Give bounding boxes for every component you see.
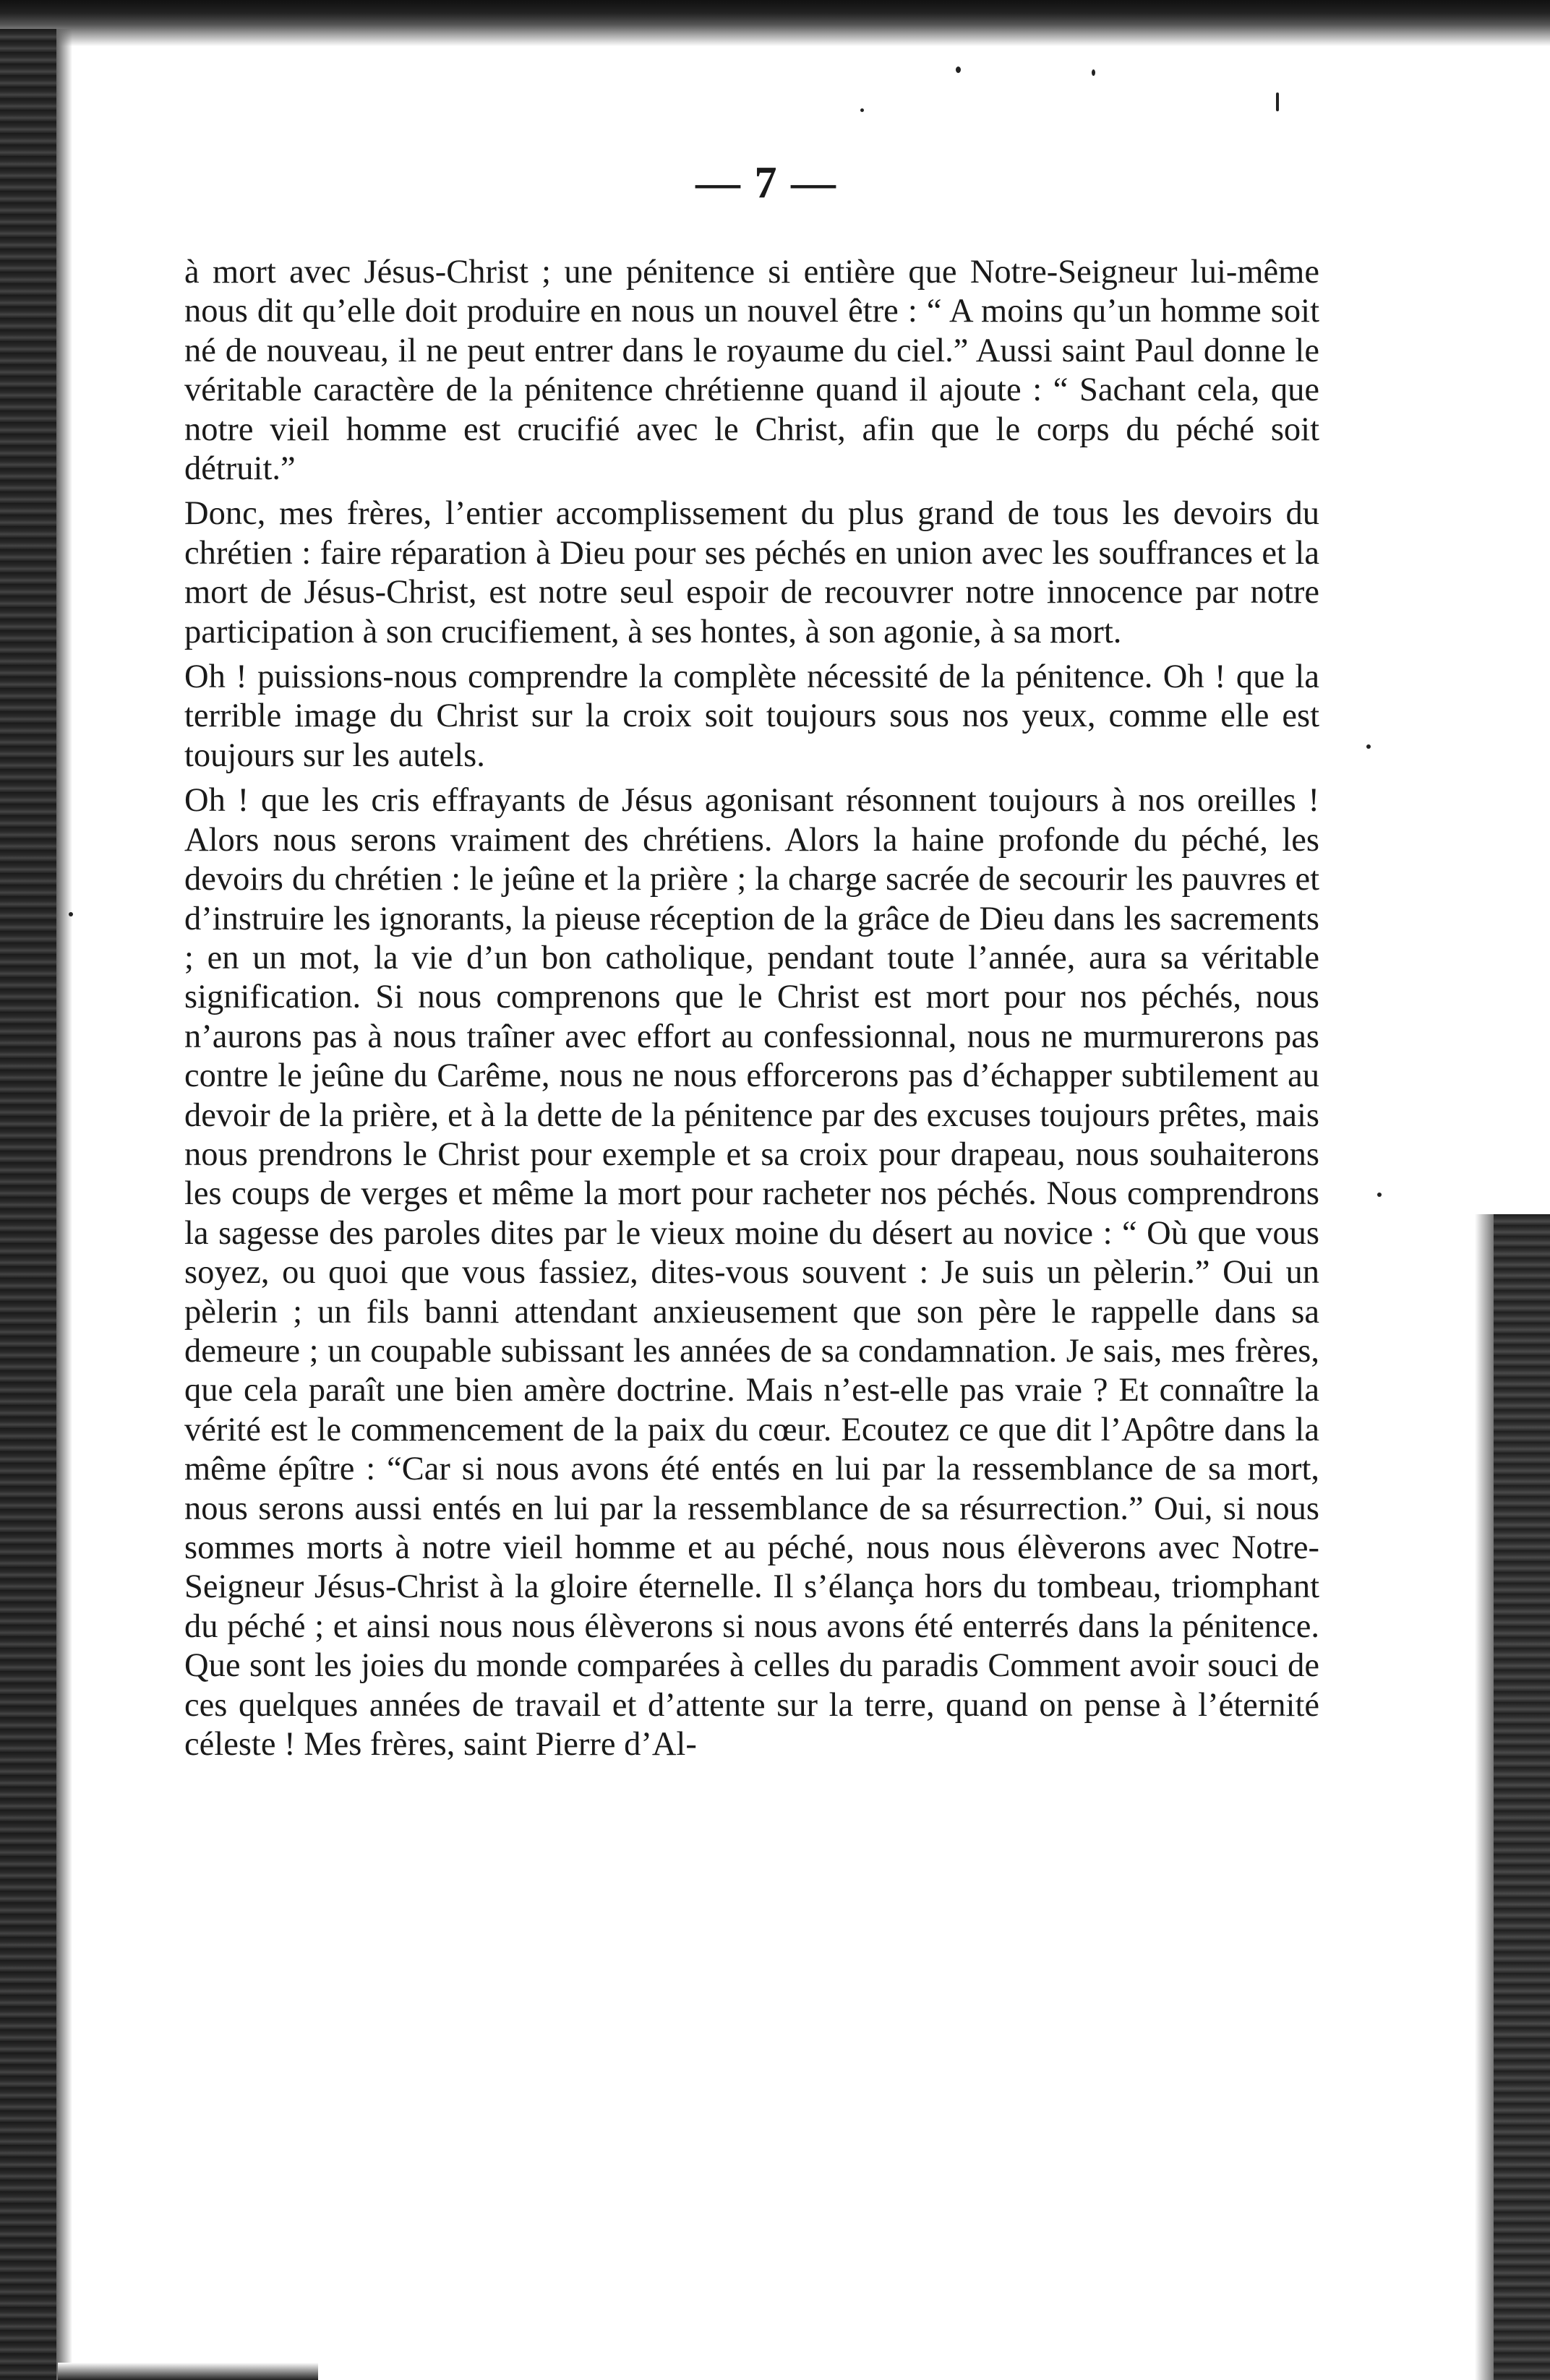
scan-border-right: [1494, 1214, 1550, 2380]
scan-speck: [1377, 1193, 1382, 1197]
scan-speck: [1366, 744, 1371, 749]
scan-border-left: [0, 29, 56, 2380]
body-text: [184, 253, 1319, 1770]
scan-speck: [1276, 93, 1279, 111]
paragraph: à mort avec Jésus-Christ ; une pénitence si entière que Notre-Seigneur lui-même nous dit qu’elle doit produire en nous un nouvel être : “ A moins qu’un homme soit né de nouveau, il ne peut entrer dans le royaume du ciel.” Aussi saint Paul donne le véritable caractère de la pénitence chrétienne quand il ajoute : “ Sachant cela, que notre vieil homme est crucifié avec le Christ, afin que le corps du péché soit détruit.”: [184, 254, 1319, 488]
paragraph: Donc, mes frères, l’entier accomplissement du plus grand de tous les devoirs du chrétien : faire réparation à Dieu pour ses péchés en union avec les souffrances et la mort de Jésus-Christ, est notre seul espoir de recouvrer notre innocence par notre participation à son crucifiement, à ses hontes, à son agonie, à sa mort.: [184, 495, 1319, 650]
scan-border-top: [0, 0, 1550, 46]
scan-speck: [860, 108, 864, 112]
scan-speck: [956, 66, 961, 73]
page-number: — 7 —: [695, 158, 837, 207]
paragraph: Oh ! que les cris effrayants de Jésus agonisant résonnent toujours à nos oreilles ! Alors nous serons vraiment des chrétiens. Alors la haine profonde du péché, les devoirs du chrétien : le jeûne et la prière ; la charge sacrée de secourir les pauvres et d’instruire les ignorants, la pieuse réception de la grâce de Dieu dans les sacrements ; en un mot, la vie d’un bon catholique, pendant toute l’année, aura sa véritable signification. Si nous comprenons que le Christ est mort pour nos péchés, nous n’aurons pas à nous traîner avec effort au confessionnal, nous ne murmurerons pas contre le jeûne du Carême, nous ne nous efforcerons pas d’échapper subtilement au devoir de la prière, et à la dette de la pénitence par des excuses toujours prêtes, mais nous prendrons le Christ pour exemple et sa croix pour drapeau, nous souhaiterons les coups de verges et même la mort pour racheter nos péchés. Nous comprendrons la sagesse des paroles dites par le vieux moine du désert au novice : “ Où que vous soyez, ou quoi que vous fassiez, dites-vous souvent : Je suis un pèlerin.” Oui un pèlerin ; un fils banni attendant anxieusement que son père le rappelle dans sa demeure ; un coupable subissant les années de sa condamnation. Je sais, mes frères, que cela paraît une bien amère doctrine. Mais n’est-elle pas vraie ? Et connaître la vérité est le commencement de la paix du cœur. Ecoutez ce que dit l’Apôtre dans la même épître : “Car si nous avons été entés en lui par la ressemblance de sa mort, nous serons aussi entés en lui par la ressemblance de sa résurrection.” Oui, si nous sommes morts à notre vieil homme et au péché, nous nous élèverons avec Notre-Seigneur Jésus-Christ à la gloire éternelle. Il s’élança hors du tombeau, triomphant du péché ; et ainsi nous nous élèverons si nous avons été enterrés dans la pénitence. Que sont les joies du monde comparées à celles du paradis Comment avoir souci de ces quelques années de travail et d’attente sur la terre, quand on pense à l’éternité céleste ! Mes frères, saint Pierre d’Al-: [184, 782, 1319, 1763]
scan-speck: [69, 912, 73, 916]
scan-speck: [1092, 69, 1095, 76]
scan-border-bottom: [58, 2363, 318, 2380]
paragraph: Oh ! puissions-nous comprendre la complète nécessité de la pénitence. Oh ! que la terrible image du Christ sur la croix soit toujours sous nos yeux, comme elle est toujours sur les autels.: [184, 658, 1319, 774]
